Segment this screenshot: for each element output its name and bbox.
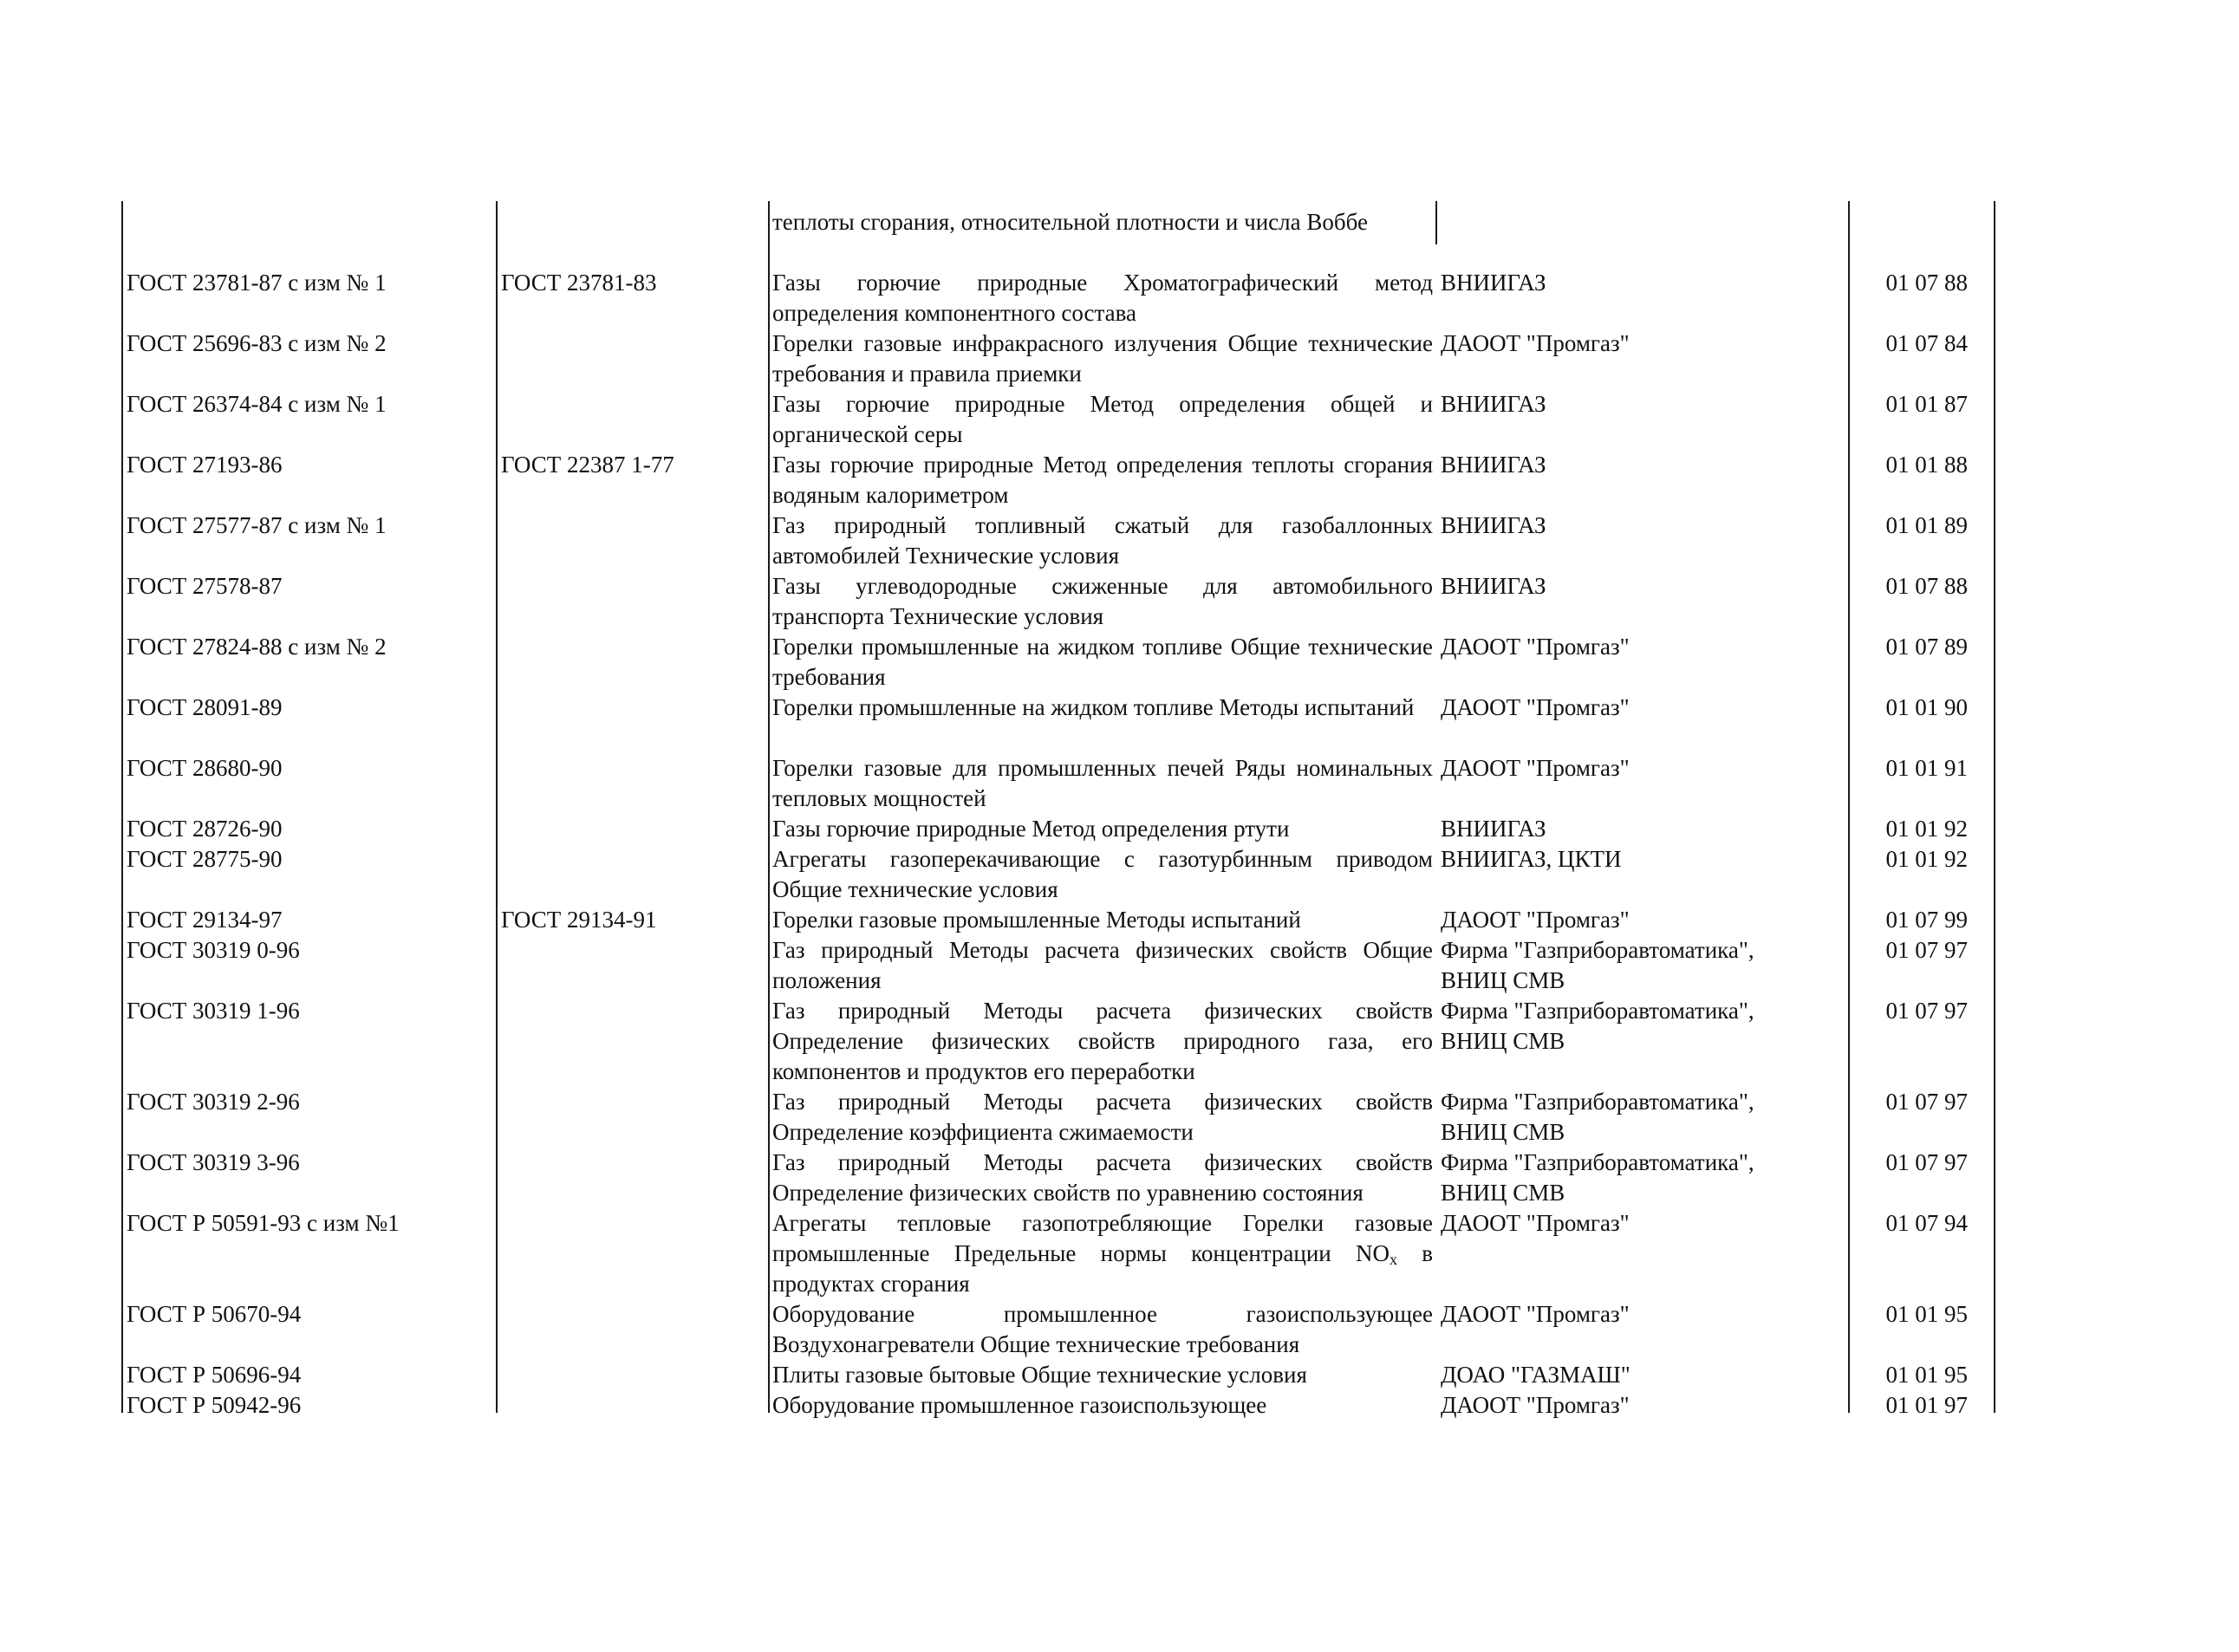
standard-code: ГОСТ 30319 1-96	[127, 998, 300, 1024]
effective-date: 01 01 97	[1885, 1392, 1968, 1418]
developer-org: Фирма "Газприборавтоматика", ВНИЦ СМВ	[1441, 1149, 1754, 1206]
standard-title: теплоты сгорания, относительной плотности и числа Воббе	[772, 209, 1368, 235]
developer-org: Фирма "Газприборавтоматика", ВНИЦ СМВ	[1441, 937, 1754, 993]
standard-title: Газы горючие природные Хроматографический метод определения компонентного состава	[772, 270, 1433, 326]
developer-org: ВНИИГАЗ	[1441, 270, 1546, 296]
effective-date: 01 07 97	[1885, 1149, 1968, 1175]
standard-title: Газ природный Методы расчета физических свойств Определение физических свойств природного газа, его компонентов и продуктов его переработки	[772, 998, 1433, 1084]
standard-code: ГОСТ 29134-97	[127, 907, 283, 933]
column-rule-title	[1435, 201, 1437, 244]
effective-date: 01 07 88	[1885, 573, 1968, 599]
standard-code: ГОСТ 26374-84 с изм № 1	[127, 391, 387, 417]
effective-date: 01 07 97	[1885, 998, 1968, 1024]
standard-code: ГОСТ Р 50942-96	[127, 1392, 302, 1418]
effective-date: 01 07 97	[1885, 1089, 1968, 1115]
developer-org: ДАООТ "Промгаз"	[1441, 1392, 1630, 1418]
developer-org: ДАООТ "Промгаз"	[1441, 755, 1630, 781]
standard-code: ГОСТ 30319 3-96	[127, 1149, 300, 1175]
standard-code: ГОСТ 25696-83 с изм № 2	[127, 330, 387, 356]
column-rule-left	[121, 201, 123, 1413]
standard-title: Горелки промышленные на жидком топливе Методы испытаний	[772, 694, 1415, 720]
standard-code: ГОСТ 27578-87	[127, 573, 283, 599]
standard-code: ГОСТ 28680-90	[127, 755, 283, 781]
standard-title: Газ природный Методы расчета физических свойств Общие положения	[772, 937, 1433, 993]
developer-org: ВНИИГАЗ	[1441, 512, 1546, 538]
developer-org: ВНИИГАЗ, ЦКТИ	[1441, 846, 1622, 872]
developer-org: ДАООТ "Промгаз"	[1441, 694, 1630, 720]
developer-org: ДАООТ "Промгаз"	[1441, 907, 1630, 933]
effective-date: 01 07 94	[1885, 1210, 1968, 1236]
developer-org: ВНИИГАЗ	[1441, 816, 1546, 842]
standard-title-main: Агрегаты тепловые газопотребляющие Горелки газовые промышленные Предельные нормы концентрации NO	[772, 1210, 1433, 1266]
standard-code: ГОСТ Р 50670-94	[127, 1301, 302, 1327]
effective-date: 01 01 90	[1885, 694, 1968, 720]
standard-code: ГОСТ 27577-87 с изм № 1	[127, 512, 387, 538]
standard-title: Газ природный Методы расчета физических свойств Определение физических свойств по уравнению состояния	[772, 1149, 1433, 1206]
effective-date: 01 07 97	[1885, 937, 1968, 963]
standard-code: ГОСТ 30319 0-96	[127, 937, 300, 963]
effective-date: 01 01 88	[1885, 452, 1968, 478]
effective-date: 01 01 92	[1885, 816, 1968, 842]
developer-org: ВНИИГАЗ	[1441, 452, 1546, 478]
standard-title	[772, 1208, 1433, 1299]
column-rule-org	[1848, 201, 1850, 1413]
standard-title: Газы горючие природные Метод определения теплоты сгорания водяным калориметром	[772, 452, 1433, 508]
standard-code: ГОСТ 27193-86	[127, 452, 283, 478]
standard-title: Оборудование промышленное газоиспользующее	[772, 1392, 1267, 1418]
column-rule-right	[1994, 201, 1995, 1413]
standard-title: Горелки газовые для промышленных печей Ряды номинальных тепловых мощностей	[772, 755, 1433, 811]
effective-date: 01 01 95	[1885, 1301, 1968, 1327]
effective-date: 01 01 89	[1885, 512, 1968, 538]
developer-org: ДАООТ "Промгаз"	[1441, 634, 1630, 660]
standard-title: Оборудование промышленное газоиспользующее Воздухонагреватели Общие технические требования	[772, 1301, 1433, 1357]
developer-org: ДАООТ "Промгаз"	[1441, 1210, 1630, 1236]
replaced-standard: ГОСТ 22387 1-77	[501, 452, 674, 478]
standard-title: Газ природный Методы расчета физических свойств Определение коэффициента сжимаемости	[772, 1089, 1433, 1145]
developer-org: ВНИИГАЗ	[1441, 391, 1546, 417]
developer-org: ВНИИГАЗ	[1441, 573, 1546, 599]
standard-code: ГОСТ 23781-87 с изм № 1	[127, 270, 387, 296]
standard-title: Газ природный топливный сжатый для газобаллонных автомобилей Технические условия	[772, 512, 1433, 569]
column-rule-code	[496, 201, 498, 1413]
developer-org: ДАООТ "Промгаз"	[1441, 1301, 1630, 1327]
standard-title: Горелки промышленные на жидком топливе Общие технические требования	[772, 634, 1433, 690]
standard-title: Газы горючие природные Метод определения ртути	[772, 816, 1290, 842]
standard-title: Плиты газовые бытовые Общие технические условия	[772, 1362, 1307, 1388]
developer-org: ДОАО "ГАЗМАШ"	[1441, 1362, 1630, 1388]
standard-code: ГОСТ 27824-88 с изм № 2	[127, 634, 387, 660]
developer-org: ДАООТ "Промгаз"	[1441, 330, 1630, 356]
standard-title: Агрегаты газоперекачивающие с газотурбинным приводом Общие технические условия	[772, 846, 1433, 902]
standard-code: ГОСТ 28091-89	[127, 694, 283, 720]
effective-date: 01 07 88	[1885, 270, 1968, 296]
replaced-standard: ГОСТ 29134-91	[501, 907, 657, 933]
effective-date: 01 01 92	[1885, 846, 1968, 872]
effective-date: 01 07 89	[1885, 634, 1968, 660]
effective-date: 01 01 87	[1885, 391, 1968, 417]
standard-code: ГОСТ 28775-90	[127, 846, 283, 872]
developer-org: Фирма "Газприборавтоматика", ВНИЦ СМВ	[1441, 1089, 1754, 1145]
standard-title: Газы углеводородные сжиженные для автомобильного транспорта Технические условия	[772, 573, 1433, 629]
replaced-standard: ГОСТ 23781-83	[501, 270, 657, 296]
column-rule-replaced	[768, 201, 770, 1413]
effective-date: 01 01 91	[1885, 755, 1968, 781]
nox-subscript: x	[1389, 1251, 1397, 1268]
effective-date: 01 07 99	[1885, 907, 1968, 933]
standard-title: Горелки газовые промышленные Методы испытаний	[772, 907, 1301, 933]
standard-code: ГОСТ Р 50591-93 с изм №1	[127, 1210, 400, 1236]
effective-date: 01 07 84	[1885, 330, 1968, 356]
standard-title: Газы горючие природные Метод определения общей и органической серы	[772, 391, 1433, 447]
standard-code: ГОСТ 28726-90	[127, 816, 283, 842]
standard-title-tail: в продуктах сгорания	[772, 1240, 1433, 1297]
standard-title: Горелки газовые инфракрасного излучения Общие технические требования и правила приемки	[772, 330, 1433, 387]
effective-date: 01 01 95	[1885, 1362, 1968, 1388]
developer-org: Фирма "Газприборавтоматика", ВНИЦ СМВ	[1441, 998, 1754, 1054]
standard-code: ГОСТ Р 50696-94	[127, 1362, 302, 1388]
standard-code: ГОСТ 30319 2-96	[127, 1089, 300, 1115]
